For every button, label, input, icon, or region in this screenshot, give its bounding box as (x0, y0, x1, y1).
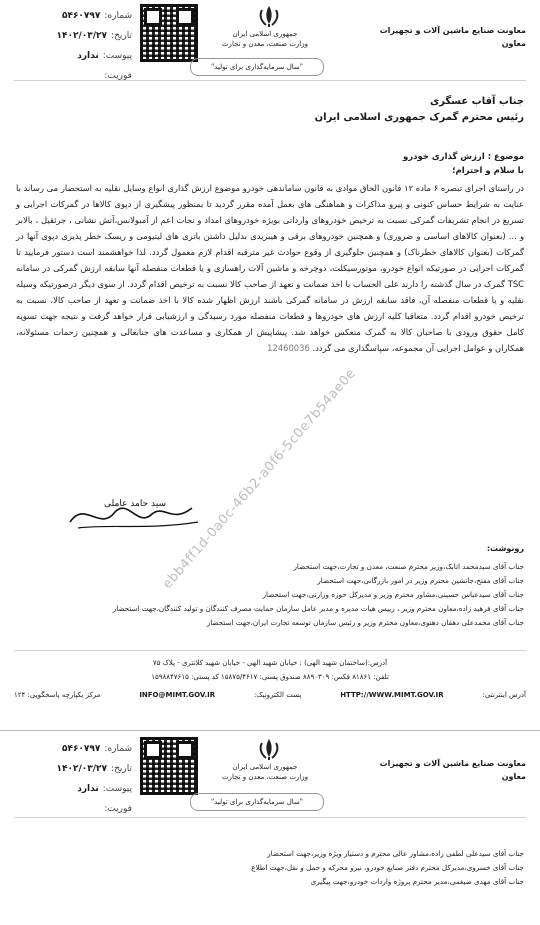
meta-date: تاریخ: ۱۴۰۲/۰۳/۲۷ (56, 31, 132, 41)
meta-urgency: فوریت: (104, 71, 132, 81)
cc-item: جناب آقای محمدعلی دهقان دهنوی،معاون محترم وزیر و رئیس سازمان توسعه تجارت ایران،جهت استحضار (206, 618, 524, 627)
cc-list (4, 560, 524, 630)
ministry-title: جمهوری اسلامی ایران وزارت صنعت، معدن و تجارت (221, 763, 309, 781)
footer-address: آدرس:(ساختمان شهید الهی) : خیابان شهید الهی - خیابان شهید کلانتری - پلاک ۷۵ تلفن: ۸۱۸۶۱ فکس: ۸۸۹۰۳۰۹ صندوق پستی: ۱۵۸۷۵/۴۶۱۷ کد پستی: ۱۵۹۸۸۴۷۶۱۵ (151, 659, 389, 681)
meta-attachment: پیوست: ندارد (77, 784, 132, 794)
addressee-title: رئیس محترم گمرک جمهوری اسلامی ایران (314, 112, 524, 123)
footer-contacts (14, 688, 526, 702)
subject-line: موضوع : ارزش گذاری خودرو (402, 152, 524, 162)
letter-meta (4, 739, 132, 819)
meta-number: شماره: ۵۴۶۰۷۹۷ (61, 744, 132, 754)
tracking-watermark: ebb4ff1d-0a0c-46b2-a0f6-5c0e7b54ae0e (160, 366, 359, 592)
signature (60, 494, 210, 536)
meta-urgency: فوریت: (104, 804, 132, 814)
footer-divider (14, 650, 526, 651)
cc-title: رونوشت: (486, 544, 524, 553)
website-label: آدرس اینترنتی: (482, 691, 526, 699)
letter-meta (4, 6, 132, 86)
qr-code-icon (140, 737, 198, 795)
cc-list-continued (4, 847, 524, 889)
letter-body: در راستای اجرای تبصره ۶ ماده ۱۲ قانون الحاق موادی به قانون ساماندهی خودرو موضوع ارزش گذاری انواع وسایل نقلیه به استحضار می رساند با عنایت به شرایط حساس کنونی و پیرو مذاکرات و هماهنگی های بعمل آمده مقرر گردید تا بمنظور پیشگیری از دپوی کالاها در گمرکات اجرایی و تسریع در انجام تشریفات گمرکی نسبت به ترخیص خودروهای وارداتی بویژه خودروهای امداد و نجات اعم از آمبولانس،آتش نشانی ، جرثقیل ، بالابر و ... (بعنوان کالاهای اساسی و ضروری) و همچنین خودروهای برقی و هیبریدی بدلیل داشتن باتری های لیتیومی و ریسک خطر پذیری دپوی آنها در گمرکات (بعنوان کالاهای خطرناک) و همچنین جلوگیری از وقوع حوادث غیر مترقبه اقدام لازم معمول گردد. لذا خواهشمند است دستور فرمایید تا گمرکات اجرایی در صورتیکه انواع خودرو، موتورسیکلت، دوچرخه و ماشین آلات راهسازی و یا قطعات منفصله آنها سابقه ارزش گمرکی در سامانه TSC گمرک در سال گذشته را دارند علی الحساب با اخذ ضمانت و تعهد از صاحب کالا نسبت به ترخیص اقدام گردد. از سوی دیگر درصورتیکه وسیله نقلیه و یا قطعات منفصله آن، فاقد سابقه ارزش در سامانه گمرکی باشند ارزش اظهار شده کالا با اخذ ضمانت و تعهد از صاحب کالا، نسبت به ترخیص خودرو اقدام گردد. متعاقبا کلیه ارزش های خودروها و قطعات منفصله مورد رسیدگی و ارزشیابی قرار خواهد گرفت و نتیجه جهت تسویه کامل حقوق ورودی با صاحبان کالا به گمرک منعکس خواهد شد. پیشاپیش از همکاری و مساعدت های جنابعالی و همچنین زحمات مسئولانه، همکاران و عوامل اجرایی آن مجموعه، سپاسگذاری می گردد. 12460036 (16, 183, 524, 353)
cc-item: جناب آقای خسروی،مدیرکل محترم دفتر صنایع خودرو، نیرو محرکه و حمل و نقل،جهت اطلاع (251, 863, 524, 872)
addressee-name: جناب آقاب عسگری (429, 96, 524, 107)
addressee (224, 94, 524, 126)
call-center: مرکز یکپارچه پاسخگویی: ۱۲۴ (14, 691, 101, 699)
meta-attachment: پیوست: ندارد (77, 51, 132, 61)
letter-page-2 (0, 730, 540, 925)
year-slogan: "سال سرمایه‌گذاری برای تولید" (190, 793, 324, 811)
svg-text:سید حامد عاملی: سید حامد عاملی (104, 499, 166, 509)
iran-emblem-icon (256, 737, 282, 761)
iran-emblem-icon (256, 4, 282, 28)
qr-code-icon (140, 4, 198, 62)
cc-item: جناب آقای فرهید زاده،معاون محترم وزیر ، رییس هیات مدیره و مدیر عامل سازمان حمایت مصرف کنندگان و تولید کنندگان،جهت استحضار (112, 604, 524, 613)
department-title: معاونت صنایع ماشین آلات و تجهیزات معاون (379, 759, 526, 781)
website-link[interactable]: HTTP://WWW.MIMT.GOV.IR (340, 691, 444, 699)
greeting: با سلام و احترام؛ (452, 166, 524, 176)
cc-item: جناب آقای سیدعباس حسینی،مشاور محترم وزیر و مدیرکل حوزه وزارتی،جهت استحضار (262, 590, 524, 599)
year-slogan: "سال سرمایه‌گذاری برای تولید" (190, 58, 324, 76)
cc-item: جناب آقای سیدعلی لطفی زاده،مشاور عالی محترم و دستیار ویژه وزیر،جهت استحضار (267, 849, 524, 858)
subject-block (224, 150, 524, 178)
tracking-number: 12460036 (267, 343, 310, 353)
header-divider (14, 817, 526, 818)
ministry-title: جمهوری اسلامی ایران وزارت صنعت، معدن و تجارت (221, 30, 309, 48)
header-divider (14, 80, 526, 81)
email-link[interactable]: INFO@MIMT.GOV.IR (139, 691, 216, 699)
department-title: معاونت صنایع ماشین آلات و تجهیزات معاون (379, 26, 526, 48)
cc-item: جناب آقای مهدی ضیغمی،مدیر محترم پروژه واردات خودرو،جهت پیگیری (310, 877, 524, 886)
email-label: پست الکترونیک: (254, 691, 302, 699)
meta-date: تاریخ: ۱۴۰۲/۰۳/۲۷ (56, 764, 132, 774)
meta-number: شماره: ۵۴۶۰۷۹۷ (61, 11, 132, 21)
cc-item: جناب آقای مفتح،جانشین محترم وزیر در امور بازرگانی،جهت استحضار (317, 576, 524, 585)
cc-item: جناب آقای سیدمحمد اتابک،وزیر محترم صنعت، معدن و تجارت،جهت استحضار (293, 562, 524, 571)
